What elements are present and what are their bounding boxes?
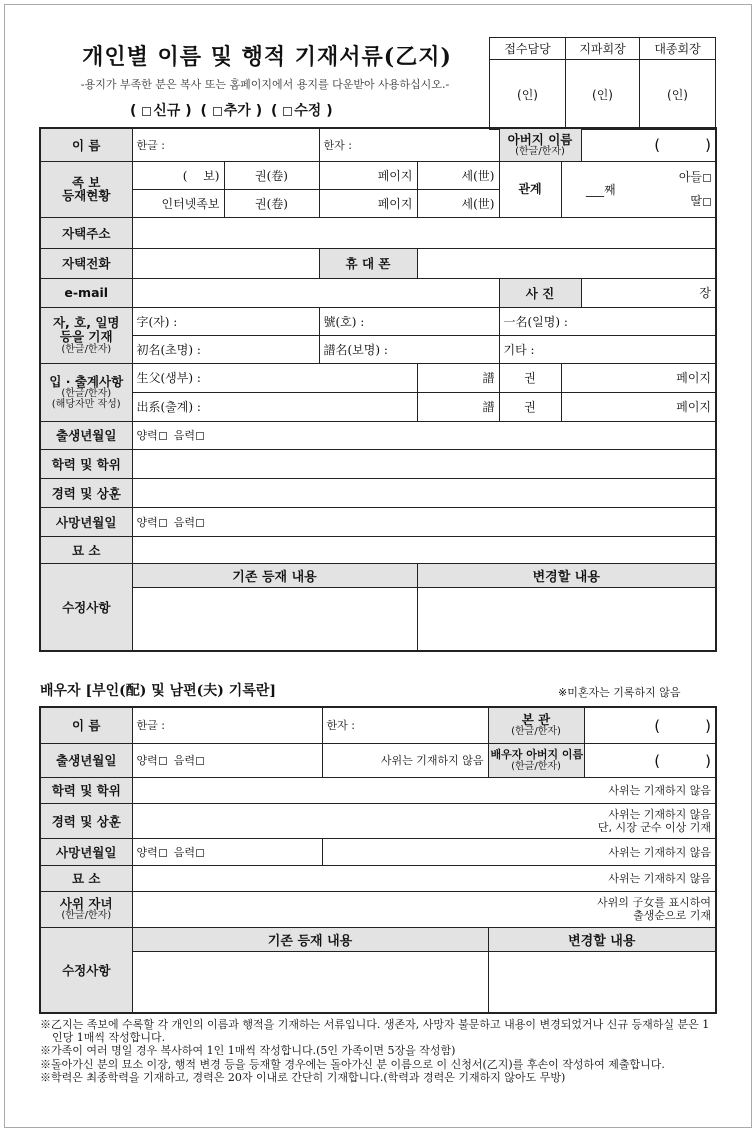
bomyeong-field[interactable]: 譜名(보명) : bbox=[319, 335, 499, 363]
jokbo-label: 족 보 등재현황 bbox=[40, 161, 132, 217]
spouse-section-title: 배우자 [부인(配) 및 남편(夫) 기록란] bbox=[40, 683, 277, 699]
approval-header-branch: 지파회장 bbox=[566, 38, 640, 60]
spouse-change-header: 변경할 내용 bbox=[488, 927, 716, 951]
saengbu-field[interactable]: 生父(생부) : bbox=[132, 363, 417, 392]
checkbox-spouse-birth-lunar[interactable] bbox=[196, 757, 204, 765]
checkbox-birth-solar[interactable] bbox=[159, 432, 167, 440]
note-3: ※돌아가신 분의 묘소 이장, 행적 변경 등을 등재할 경우에는 돌아가신 분 이름으로 이 신청서(乙지)를 후손이 작성하여 제출합니다. bbox=[40, 1057, 665, 1071]
mobile-label: 휴 대 폰 bbox=[319, 248, 417, 278]
career-field[interactable] bbox=[132, 478, 716, 507]
education-label: 학력 및 학위 bbox=[40, 449, 132, 478]
change-content-header: 변경할 내용 bbox=[417, 563, 716, 587]
name-label: 이 름 bbox=[40, 128, 132, 161]
option-add[interactable]: ( 추가 ) bbox=[200, 103, 263, 119]
grave-label: 묘 소 bbox=[40, 536, 132, 563]
chulgye-bo: 譜 bbox=[417, 392, 499, 421]
relation-order-field[interactable]: ___째 bbox=[561, 161, 640, 217]
jokbo-page-field[interactable]: 페이지 bbox=[319, 161, 417, 189]
spouse-career-label: 경력 및 상훈 bbox=[40, 803, 132, 838]
saengbu-bo: 譜 bbox=[417, 363, 499, 392]
spouse-grave-label: 묘 소 bbox=[40, 865, 132, 891]
birth-field[interactable]: 양력 음력 bbox=[132, 421, 716, 449]
spouse-death-note: 사위는 기재하지 않음 bbox=[322, 838, 716, 865]
internet-generation-field[interactable]: 세(世) bbox=[417, 189, 499, 217]
footer-notes bbox=[40, 1018, 716, 1084]
address-field[interactable] bbox=[132, 217, 716, 248]
spouse-career-field[interactable]: 사위는 기재하지 않음 단, 시장 군수 이상 기재 bbox=[132, 803, 716, 838]
grave-field[interactable] bbox=[132, 536, 716, 563]
son-in-law-children-field[interactable]: 사위의 子女를 표시하여 출생순으로 기재 bbox=[132, 891, 716, 927]
adoption-label: 입 · 출계사항 (한글/한자) (해당자만 작성) bbox=[40, 363, 132, 421]
spouse-death-label: 사망년월일 bbox=[40, 838, 132, 865]
checkbox-spouse-death-solar[interactable] bbox=[159, 849, 167, 857]
email-field[interactable] bbox=[132, 278, 499, 307]
spouse-education-field[interactable]: 사위는 기재하지 않음 bbox=[132, 777, 716, 803]
saengbu-page[interactable]: 페이지 bbox=[561, 363, 716, 392]
relation-label: 관계 bbox=[499, 161, 561, 217]
checkbox-spouse-death-lunar[interactable] bbox=[196, 849, 204, 857]
son-in-law-children-label: 사위 자녀 (한글/한자) bbox=[40, 891, 132, 927]
ja-field[interactable]: 字(자) : bbox=[132, 307, 319, 335]
checkbox-new[interactable] bbox=[142, 107, 151, 116]
chulgye-page[interactable]: 페이지 bbox=[561, 392, 716, 421]
internet-jokbo-label: 인터넷족보 bbox=[132, 189, 224, 217]
spouse-existing-header: 기존 등재 내용 bbox=[132, 927, 488, 951]
photo-count-field[interactable]: 장 bbox=[581, 278, 716, 307]
email-label: e-mail bbox=[40, 278, 132, 307]
name-hangul-field[interactable]: 한글 : bbox=[132, 128, 319, 161]
career-label: 경력 및 상훈 bbox=[40, 478, 132, 507]
jokbo-bo-field[interactable]: ( 보) bbox=[132, 161, 224, 189]
approval-stamp-receiver[interactable]: (인) bbox=[490, 60, 566, 130]
spouse-record-table bbox=[39, 706, 717, 1014]
death-label: 사망년월일 bbox=[40, 507, 132, 536]
ilmyeong-field[interactable]: 一名(일명) : bbox=[499, 307, 716, 335]
checkbox-add[interactable] bbox=[213, 107, 222, 116]
relation-gender-field[interactable]: 아들 딸 bbox=[640, 161, 716, 217]
option-edit[interactable]: ( 수정 ) bbox=[271, 103, 333, 119]
death-field[interactable]: 양력 음력 bbox=[132, 507, 716, 536]
bongwan-field[interactable]: ( ) bbox=[584, 707, 716, 743]
checkbox-son[interactable] bbox=[703, 174, 711, 182]
spouse-change-field[interactable] bbox=[488, 951, 716, 1013]
existing-content-field[interactable] bbox=[132, 587, 417, 651]
spouse-father-label: 배우자 아버지 이름 (한글/한자) bbox=[488, 743, 584, 777]
mobile-field[interactable] bbox=[417, 248, 716, 278]
ho-field[interactable]: 號(호) : bbox=[319, 307, 499, 335]
approval-table bbox=[489, 37, 716, 130]
spouse-edit-label: 수정사항 bbox=[40, 927, 132, 1013]
spouse-birth-note: 사위는 기재하지 않음 bbox=[322, 743, 488, 777]
spouse-name-label: 이 름 bbox=[40, 707, 132, 743]
edit-label: 수정사항 bbox=[40, 563, 132, 651]
chomyeong-field[interactable]: 初名(초명) : bbox=[132, 335, 319, 363]
spouse-father-field[interactable]: ( ) bbox=[584, 743, 716, 777]
checkbox-daughter[interactable] bbox=[703, 198, 711, 206]
spouse-death-field[interactable]: 양력 음력 bbox=[132, 838, 322, 865]
spouse-birth-field[interactable]: 양력 음력 bbox=[132, 743, 322, 777]
note-1: ※乙지는 족보에 수록할 각 개인의 이름과 행적을 기재하는 서류입니다. 생존자, 사망자 불문하고 내용이 변경되었거나 신규 등재하실 분은 1인당 1매씩 작성합니다. bbox=[40, 1018, 710, 1045]
approval-stamp-branch[interactable]: (인) bbox=[566, 60, 640, 130]
phone-label: 자택전화 bbox=[40, 248, 132, 278]
approval-header-clan: 대종회장 bbox=[640, 38, 716, 60]
option-new[interactable]: ( 신규 ) bbox=[130, 103, 192, 119]
father-name-field[interactable]: ( ) bbox=[581, 128, 716, 161]
bongwan-label: 본 관 (한글/한자) bbox=[488, 707, 584, 743]
other-field[interactable]: 기타 : bbox=[499, 335, 716, 363]
birth-label: 출생년월일 bbox=[40, 421, 132, 449]
checkbox-death-lunar[interactable] bbox=[196, 519, 204, 527]
chulgye-volume[interactable]: 권 bbox=[499, 392, 561, 421]
jokbo-volume-field[interactable]: 권(卷) bbox=[224, 161, 319, 189]
spouse-hanja-field[interactable]: 한자 : bbox=[322, 707, 488, 743]
form-title: 개인별 이름 및 행적 기재서류(乙지) bbox=[82, 44, 452, 70]
address-label: 자택주소 bbox=[40, 217, 132, 248]
existing-content-header: 기존 등재 내용 bbox=[132, 563, 417, 587]
name-hanja-field[interactable]: 한자 : bbox=[319, 128, 499, 161]
form-subtitle: -용지가 부족한 분은 복사 또는 홈페이지에서 용지를 다운받아 사용하십시오.- bbox=[80, 78, 450, 91]
spouse-note: ※미혼자는 기록하지 않음 bbox=[558, 686, 681, 699]
father-name-label: 아버지 이름 (한글/한자) bbox=[499, 128, 581, 161]
internet-volume-field[interactable]: 권(卷) bbox=[224, 189, 319, 217]
spouse-education-label: 학력 및 학위 bbox=[40, 777, 132, 803]
personal-record-table bbox=[39, 127, 717, 652]
checkbox-birth-lunar[interactable] bbox=[196, 432, 204, 440]
internet-page-field[interactable]: 페이지 bbox=[319, 189, 417, 217]
checkbox-death-solar[interactable] bbox=[159, 519, 167, 527]
spouse-hangul-field[interactable]: 한글 : bbox=[132, 707, 322, 743]
spouse-grave-field[interactable]: 사위는 기재하지 않음 bbox=[132, 865, 716, 891]
approval-stamp-clan[interactable]: (인) bbox=[640, 60, 716, 130]
checkbox-spouse-birth-solar[interactable] bbox=[159, 757, 167, 765]
chulgye-field[interactable]: 出系(출계) : bbox=[132, 392, 417, 421]
phone-field[interactable] bbox=[132, 248, 319, 278]
education-field[interactable] bbox=[132, 449, 716, 478]
checkbox-edit[interactable] bbox=[283, 107, 292, 116]
note-2: ※가족이 여러 명일 경우 복사하여 1인 1매씩 작성합니다.(5인 가족이면 5장을 작성함) bbox=[40, 1044, 456, 1058]
approval-header-receiver: 접수담당 bbox=[490, 38, 566, 60]
form-type-options bbox=[130, 100, 420, 120]
jokbo-generation-field[interactable]: 세(世) bbox=[417, 161, 499, 189]
photo-label: 사 진 bbox=[499, 278, 581, 307]
saengbu-volume[interactable]: 권 bbox=[499, 363, 561, 392]
alias-label: 자, 호, 일명 등을 기재 (한글/한자) bbox=[40, 307, 132, 363]
spouse-birth-label: 출생년월일 bbox=[40, 743, 132, 777]
spouse-existing-field[interactable] bbox=[132, 951, 488, 1013]
note-4: ※학력은 최종학력을 기재하고, 경력은 20자 이내로 간단히 기재합니다.(학력과 경력은 기재하지 않아도 무방) bbox=[40, 1070, 566, 1084]
change-content-field[interactable] bbox=[417, 587, 716, 651]
